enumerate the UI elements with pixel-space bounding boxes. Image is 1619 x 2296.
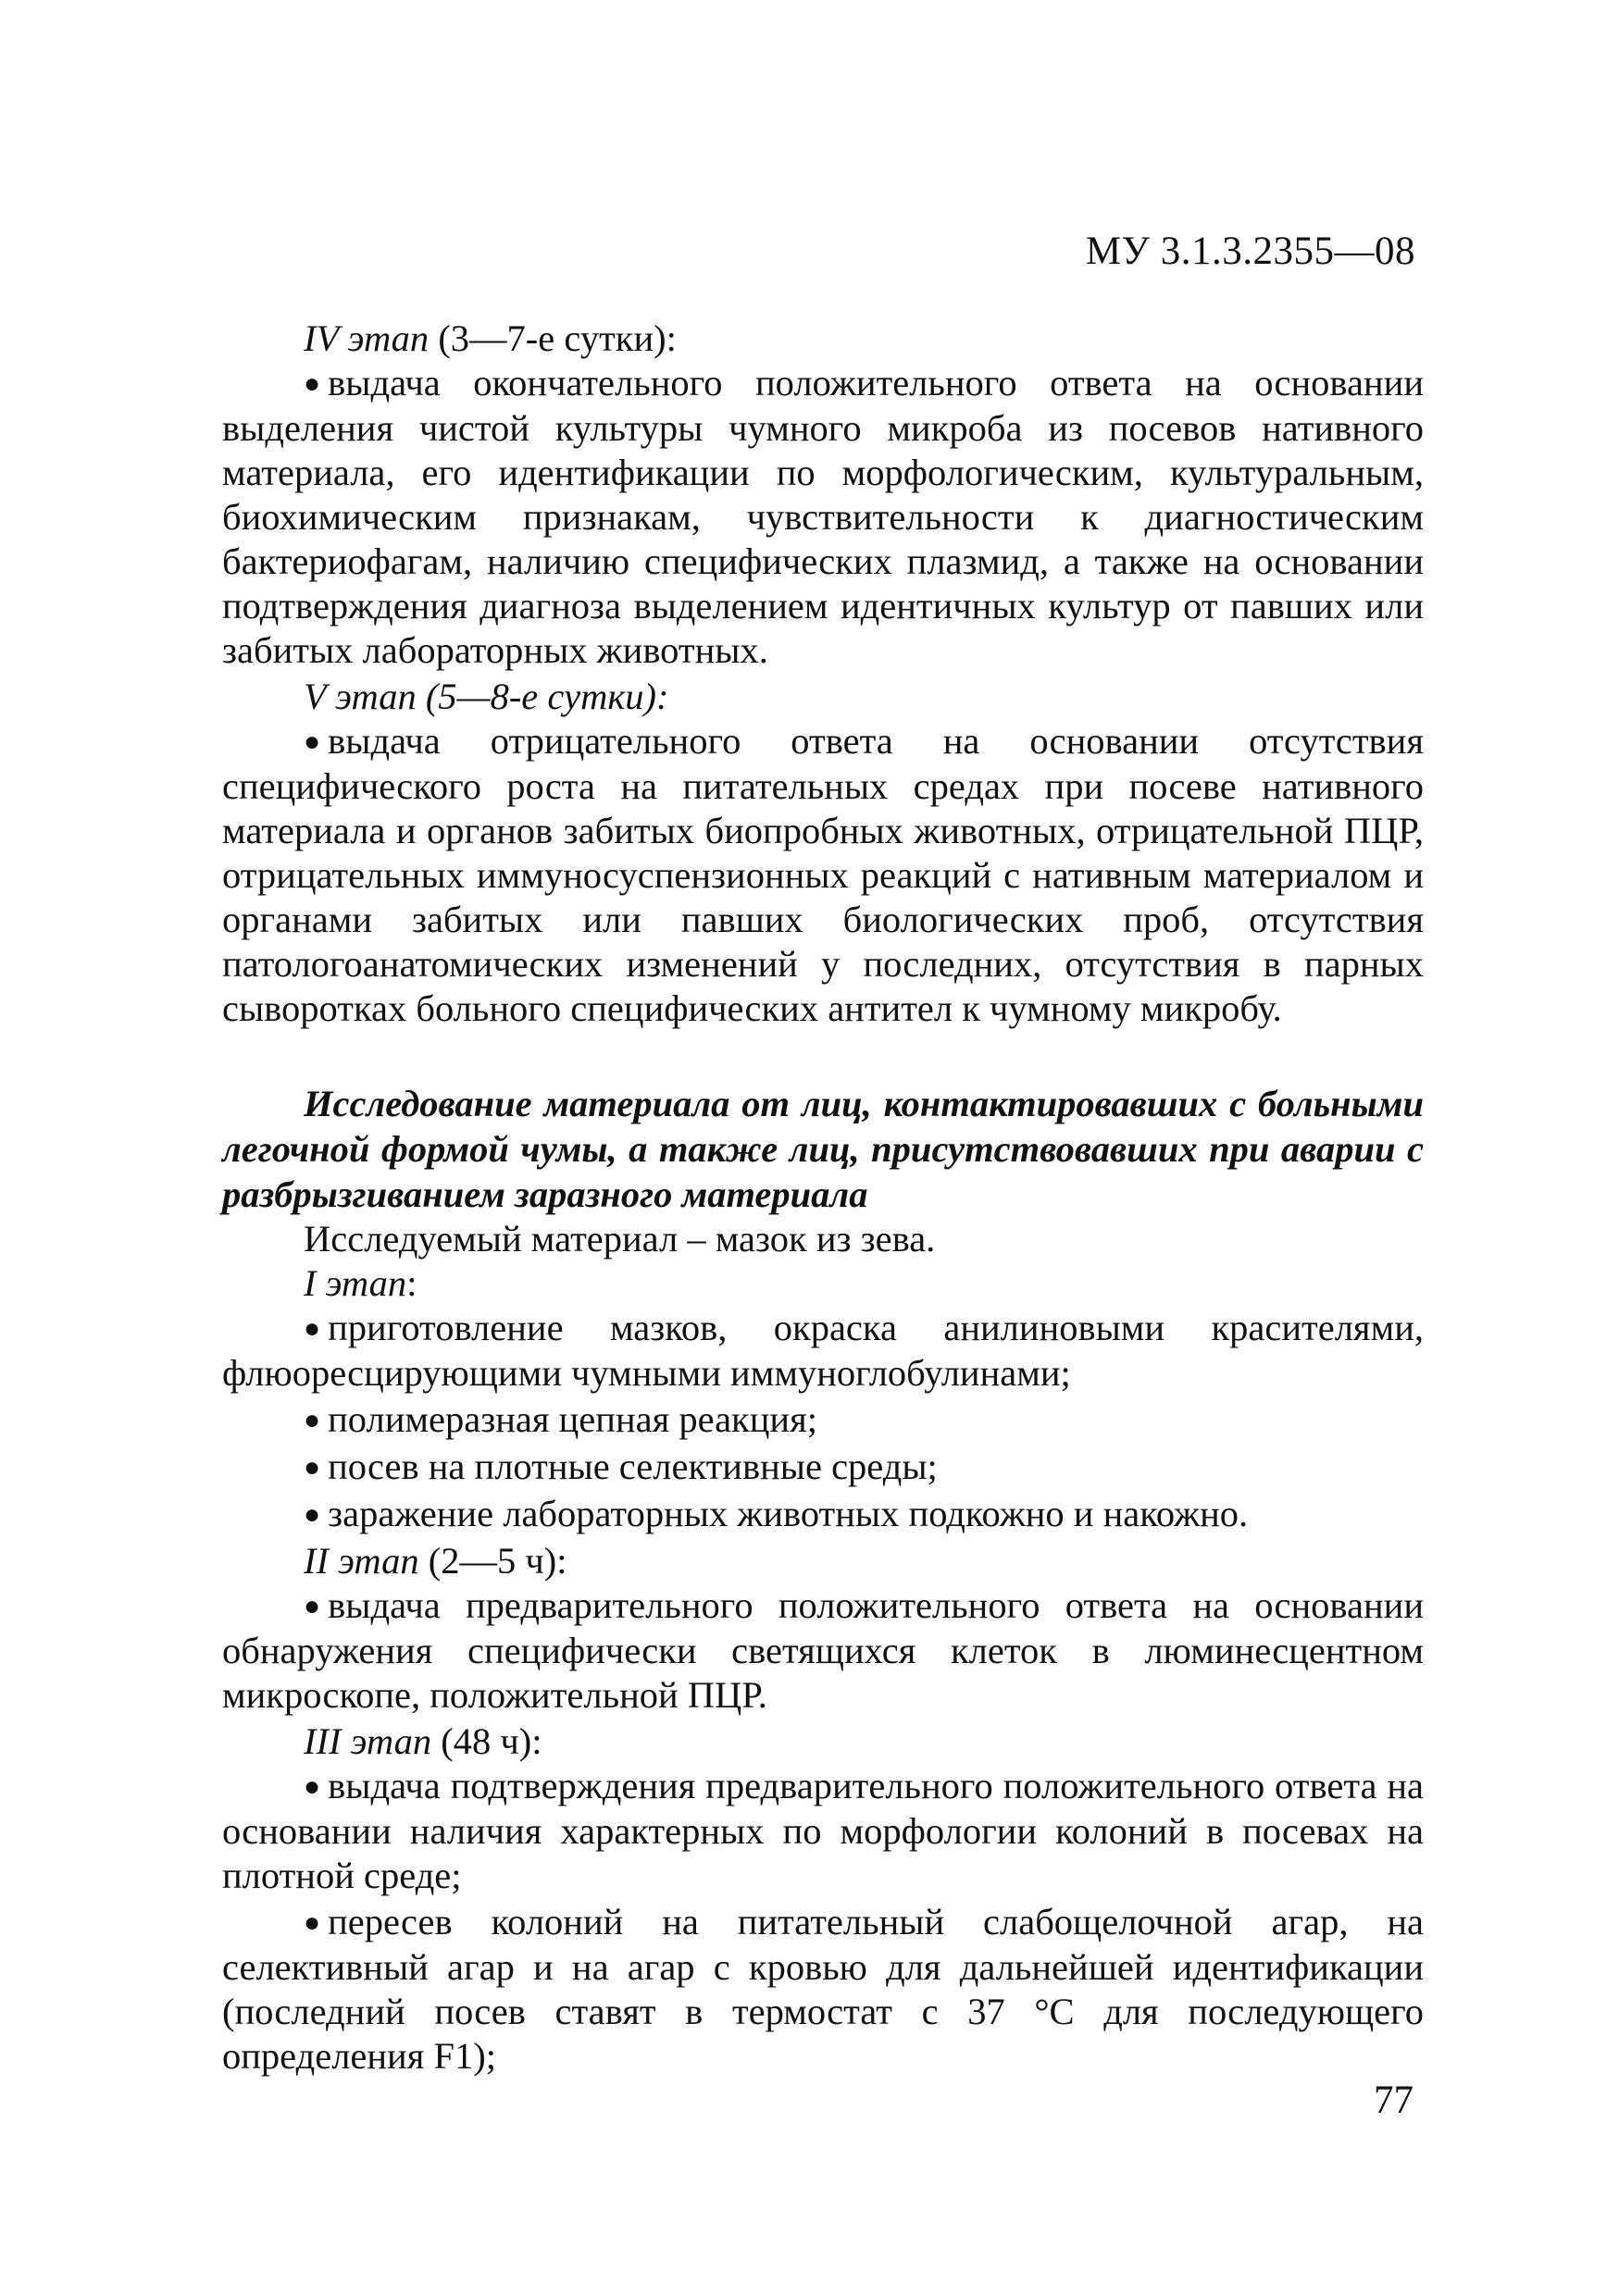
stage-i-name: I этап xyxy=(304,1262,407,1304)
stage-i-bullet-text: приготовление мазков, окраска анилиновыми красителями, флюоресцирующими чумными иммуноглобулинами; xyxy=(222,1307,1424,1394)
bullet-dot-icon: ● xyxy=(304,1313,321,1344)
bullet-dot-icon: ● xyxy=(304,1591,321,1621)
bullet-dot-icon: ● xyxy=(304,1452,321,1483)
stage-ii-name: II этап xyxy=(304,1540,419,1582)
stage-iv-title xyxy=(222,316,1424,361)
bullet-dot-icon: ● xyxy=(304,368,321,399)
stage-i-bullet-text: посев на плотные селективные среды; xyxy=(328,1446,938,1487)
bullet-dot-icon: ● xyxy=(304,1771,321,1802)
stage-ii-bullet xyxy=(222,1583,1424,1718)
stage-iv-bullet xyxy=(222,361,1424,673)
stage-i-bullet-2 xyxy=(222,1397,1424,1443)
stage-v-bullet-text: выдача отрицательного ответа на основании отсутствия специфического роста на питательных средах при посеве нативного материала и органов забитых биопробных животных, отрицательной ПЦР, отрицательных иммуносуспензионных реакций с нативным материалом и органами забитых или павших биологических проб, отсутствия патологоанатомических изменений у последних, отсутствия в парных сыворотках больного специфических антител к чумному микробу. xyxy=(222,720,1424,1029)
stage-iv-name: IV этап xyxy=(304,317,430,359)
bullet-dot-icon: ● xyxy=(304,1405,321,1435)
stage-i-bullet-text: полимеразная цепная реакция; xyxy=(328,1398,817,1440)
bullet-dot-icon: ● xyxy=(304,1907,321,1938)
stage-iii-bullet-1 xyxy=(222,1764,1424,1898)
stage-iii-bullet-text: выдача подтверждения предварительного положительного ответа на основании наличия характерных по морфологии колоний в посевах на плотной среде; xyxy=(222,1765,1424,1896)
stage-iii-period: (48 ч): xyxy=(431,1720,542,1762)
section-material: Исследуемый материал – мазок из зева. xyxy=(304,1218,936,1260)
page-number: 77 xyxy=(1374,2079,1414,2122)
stage-i-bullet-1 xyxy=(222,1306,1424,1396)
stage-i-title xyxy=(222,1261,1424,1306)
stage-i-bullet-4 xyxy=(222,1492,1424,1537)
stage-iv-period: (3—7-е сутки): xyxy=(429,317,677,359)
stage-iii-name: III этап xyxy=(304,1720,432,1762)
section-heading: Исследование материала от лиц, контактировавших с больными легочной формой чумы, а также лиц, присутствовавших при аварии с разбрызгиванием заразного материала xyxy=(222,1083,1424,1215)
document-body xyxy=(222,316,1424,2080)
stage-v-bullet xyxy=(222,719,1424,1031)
stage-ii-bullet-text: выдача предварительного положительного ответа на основании обнаружения специфически светящихся клеток в люминесцентном микроскопе, положительной ПЦР. xyxy=(222,1584,1424,1716)
stage-iv-bullet-text: выдача окончательного положительного ответа на основании выделения чистой культуры чумного микроба из посевов нативного материала, его идентификации по морфологическим, культуральным, биохимическим признакам, чувствительности к диагностическим бактериофагам, наличию специфических плазмид, а также на основании подтверждения диагноза выделением идентичных культур от павших или забитых лабораторных животных. xyxy=(222,362,1424,671)
stage-i-bullet-3 xyxy=(222,1445,1424,1490)
stage-ii-title xyxy=(222,1539,1424,1583)
stage-iii-bullet-text: пересев колоний на питательный слабощелочной агар, на селективный агар и на агар с кровью для дальнейшей идентификации (последний посев ставят в термостат с 37 °С для последующего определения F1); xyxy=(222,1901,1424,2077)
stage-i-bullet-text: заражение лабораторных животных подкожно и накожно. xyxy=(328,1493,1249,1534)
stage-ii-period: (2—5 ч): xyxy=(418,1540,567,1582)
stage-v-title: V этап (5—8-е сутки): xyxy=(304,676,669,717)
document-code-header: МУ 3.1.3.2355—08 xyxy=(1085,230,1415,273)
stage-iii-bullet-2 xyxy=(222,1900,1424,2079)
bullet-dot-icon: ● xyxy=(304,726,321,757)
bullet-dot-icon: ● xyxy=(304,1499,321,1530)
stage-iii-title xyxy=(222,1719,1424,1764)
stage-i-period: : xyxy=(406,1262,417,1304)
